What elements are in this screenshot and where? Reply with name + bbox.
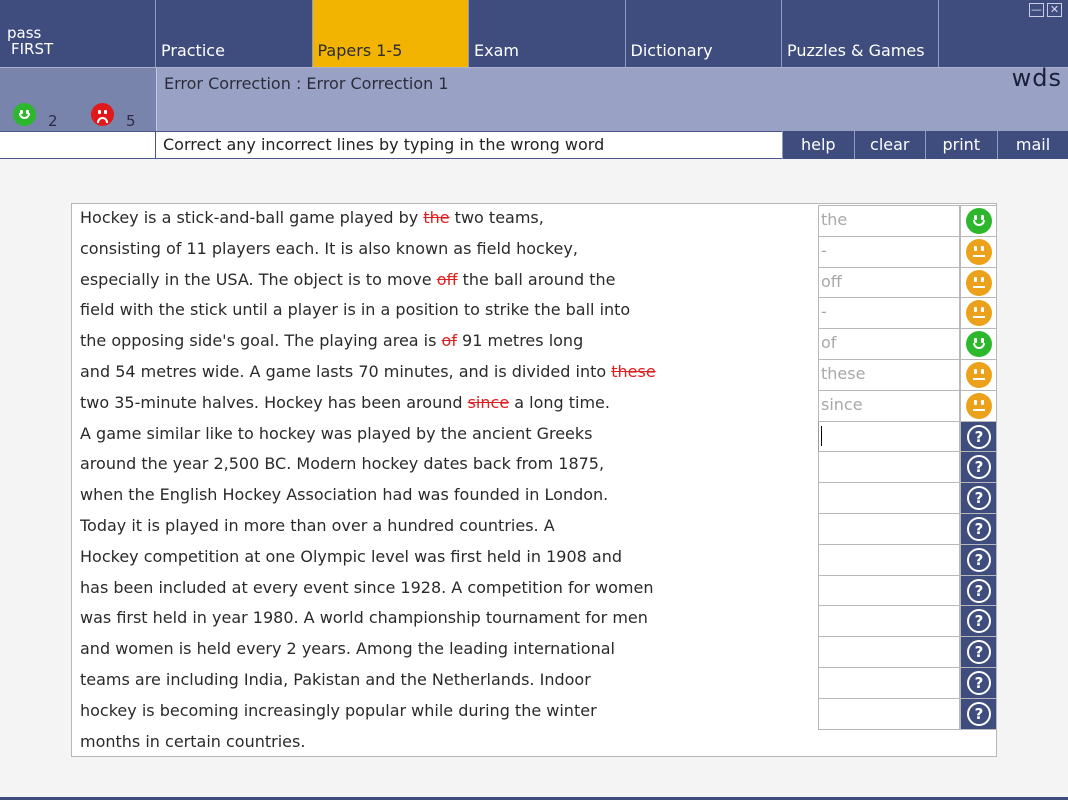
answer-input[interactable] xyxy=(818,667,960,699)
text-line xyxy=(80,203,544,233)
hint-button[interactable] xyxy=(960,575,997,607)
tab-puzzles-games[interactable] xyxy=(782,0,939,67)
tab-dictionary[interactable] xyxy=(626,0,783,67)
answer-input[interactable] xyxy=(818,451,960,483)
hint-button[interactable] xyxy=(960,698,997,730)
question-mark-icon: ? xyxy=(967,425,991,449)
feedback-cell xyxy=(960,359,997,391)
answer-value: - xyxy=(821,240,827,260)
struck-word: these xyxy=(611,362,656,381)
answer-input[interactable] xyxy=(818,575,960,607)
minimize-icon[interactable]: — xyxy=(1031,3,1042,16)
text-line xyxy=(80,419,593,449)
text-line xyxy=(80,295,630,325)
window-controls xyxy=(1029,3,1062,17)
struck-word: the xyxy=(423,208,450,227)
line-text: the ball around the xyxy=(457,269,616,289)
exercise-panel xyxy=(71,203,997,757)
feedback-cell xyxy=(960,205,997,237)
tab-label: Practice xyxy=(161,41,225,60)
question-mark-icon: ? xyxy=(967,702,991,726)
brand-line-2: FIRST xyxy=(11,40,54,58)
exercise-header xyxy=(156,64,1068,131)
mail-button[interactable]: mail xyxy=(997,131,1068,159)
hint-button[interactable] xyxy=(960,544,997,576)
text-line xyxy=(80,542,622,572)
correct-count: 2 xyxy=(48,112,58,130)
text-line xyxy=(80,480,608,510)
text-line xyxy=(80,449,604,479)
answer-value: the xyxy=(821,210,848,229)
hint-button[interactable] xyxy=(960,605,997,637)
line-text: 91 metres long xyxy=(456,331,584,351)
tab-papers[interactable] xyxy=(313,0,470,67)
page-title: Error Correction : Error Correction 1 xyxy=(164,74,449,93)
text-line xyxy=(80,326,583,356)
text-line xyxy=(80,388,610,418)
line-text: months in certain countries. xyxy=(80,731,306,751)
question-mark-icon: ? xyxy=(967,486,991,510)
instruction-bar xyxy=(0,131,1068,159)
line-text: Hockey competition at one Olympic level was first held in 1908 and xyxy=(80,546,622,566)
feedback-cell xyxy=(960,390,997,422)
line-text: hockey is becoming increasingly popular while during the winter xyxy=(80,700,597,720)
line-text: Today it is played in more than over a hundred countries. A xyxy=(80,516,555,535)
tab-label: Papers 1-5 xyxy=(317,41,403,60)
top-navigation xyxy=(0,0,1068,67)
brand-line-1: pass xyxy=(7,24,42,42)
answer-input[interactable] xyxy=(818,390,960,422)
close-icon[interactable]: ✕ xyxy=(1047,3,1062,17)
help-button[interactable]: help xyxy=(782,131,854,159)
hint-button[interactable] xyxy=(960,421,997,453)
answer-input[interactable] xyxy=(818,544,960,576)
struck-word: since xyxy=(467,392,510,412)
text-line xyxy=(80,696,597,726)
score-panel xyxy=(0,67,156,131)
question-mark-icon: ? xyxy=(967,609,991,633)
answer-input[interactable] xyxy=(818,482,960,514)
answer-input[interactable] xyxy=(818,328,960,360)
feedback-cell xyxy=(960,297,997,329)
text-line xyxy=(80,727,305,757)
tab-exam[interactable] xyxy=(469,0,626,67)
sad-face-icon xyxy=(91,103,114,126)
line-text: around the year 2,500 BC. Modern hockey dates back from 1875, xyxy=(80,454,605,474)
line-text: consisting of 11 players each. It is also known as field hockey, xyxy=(80,238,578,258)
question-mark-icon: ? xyxy=(967,671,991,695)
feedback-cell xyxy=(960,328,997,360)
feedback-cell xyxy=(960,267,997,299)
line-text: especially in the USA. The object is to move xyxy=(80,269,437,289)
neutral-face-icon xyxy=(966,300,992,326)
line-text: Hockey is a stick-and-ball game played by xyxy=(80,208,424,227)
brand-logo xyxy=(0,0,156,67)
answer-input[interactable] xyxy=(818,605,960,637)
text-line xyxy=(80,573,653,603)
happy-face-icon xyxy=(13,103,36,126)
answer-value: since xyxy=(821,394,863,414)
answer-input[interactable] xyxy=(818,359,960,391)
hint-button[interactable] xyxy=(960,451,997,483)
hint-button[interactable] xyxy=(960,636,997,668)
text-line xyxy=(80,234,578,264)
text-line xyxy=(80,603,648,633)
neutral-face-icon xyxy=(966,239,992,265)
text-line xyxy=(80,357,656,387)
tab-practice[interactable] xyxy=(156,0,313,67)
line-text: has been included at every event since 1928. A competition for women xyxy=(80,577,654,597)
neutral-face-icon xyxy=(966,270,992,296)
answer-input[interactable] xyxy=(818,421,960,453)
instruction-spacer xyxy=(0,132,156,158)
clear-button[interactable]: clear xyxy=(854,131,926,159)
text-line xyxy=(80,511,555,541)
answer-input[interactable] xyxy=(818,698,960,730)
neutral-face-icon xyxy=(966,362,992,388)
answer-input[interactable] xyxy=(818,267,960,299)
hint-button[interactable] xyxy=(960,513,997,545)
happy-face-icon xyxy=(966,331,992,357)
hint-button[interactable] xyxy=(960,482,997,514)
question-mark-icon: ? xyxy=(967,455,991,479)
question-mark-icon: ? xyxy=(967,640,991,664)
line-text: two teams, xyxy=(449,208,544,227)
hint-button[interactable] xyxy=(960,667,997,699)
feedback-cell xyxy=(960,236,997,268)
answer-input[interactable] xyxy=(818,205,960,237)
happy-face-icon xyxy=(966,208,992,234)
line-text: a long time. xyxy=(509,392,610,412)
answer-input[interactable] xyxy=(818,297,960,329)
line-text: two 35-minute halves. Hockey has been around xyxy=(80,392,468,412)
answer-input[interactable] xyxy=(818,236,960,268)
instruction-text: Correct any incorrect lines by typing in the wrong word xyxy=(163,135,605,154)
line-text: A game similar like to hockey was played by the ancient Greeks xyxy=(80,423,593,443)
wrong-count: 5 xyxy=(126,112,136,130)
tab-label: Exam xyxy=(474,41,519,60)
text-line xyxy=(80,265,616,295)
answer-value: off xyxy=(821,271,842,291)
wds-logo: wds xyxy=(1011,64,1062,92)
text-line xyxy=(80,665,591,695)
text-caret xyxy=(821,426,822,446)
answer-input[interactable] xyxy=(818,513,960,545)
answer-input[interactable] xyxy=(818,636,960,668)
line-text: when the English Hockey Association had was founded in London. xyxy=(80,485,609,505)
tab-label: Puzzles & Games xyxy=(787,41,925,60)
line-text: and women is held every 2 years. Among the leading international xyxy=(80,639,615,659)
question-mark-icon: ? xyxy=(967,579,991,603)
line-text: field with the stick until a player is in a position to strike the ball into xyxy=(80,300,631,320)
struck-word: off xyxy=(436,269,458,289)
neutral-face-icon xyxy=(966,393,992,419)
line-text: teams are including India, Pakistan and the Netherlands. Indoor xyxy=(80,670,591,689)
answer-value: these xyxy=(821,364,866,383)
question-mark-icon: ? xyxy=(967,548,991,572)
answer-value: - xyxy=(821,302,827,322)
question-mark-icon: ? xyxy=(967,517,991,541)
answer-value: of xyxy=(821,333,837,353)
text-line xyxy=(80,634,615,664)
struck-word: of xyxy=(441,331,457,351)
print-button[interactable]: print xyxy=(925,131,997,159)
line-text: the opposing side's goal. The playing area is xyxy=(80,331,442,351)
line-text: and 54 metres wide. A game lasts 70 minutes, and is divided into xyxy=(80,362,612,381)
line-text: was first held in year 1980. A world championship tournament for men xyxy=(80,608,648,628)
tab-label: Dictionary xyxy=(630,41,713,60)
action-buttons xyxy=(782,131,1068,159)
